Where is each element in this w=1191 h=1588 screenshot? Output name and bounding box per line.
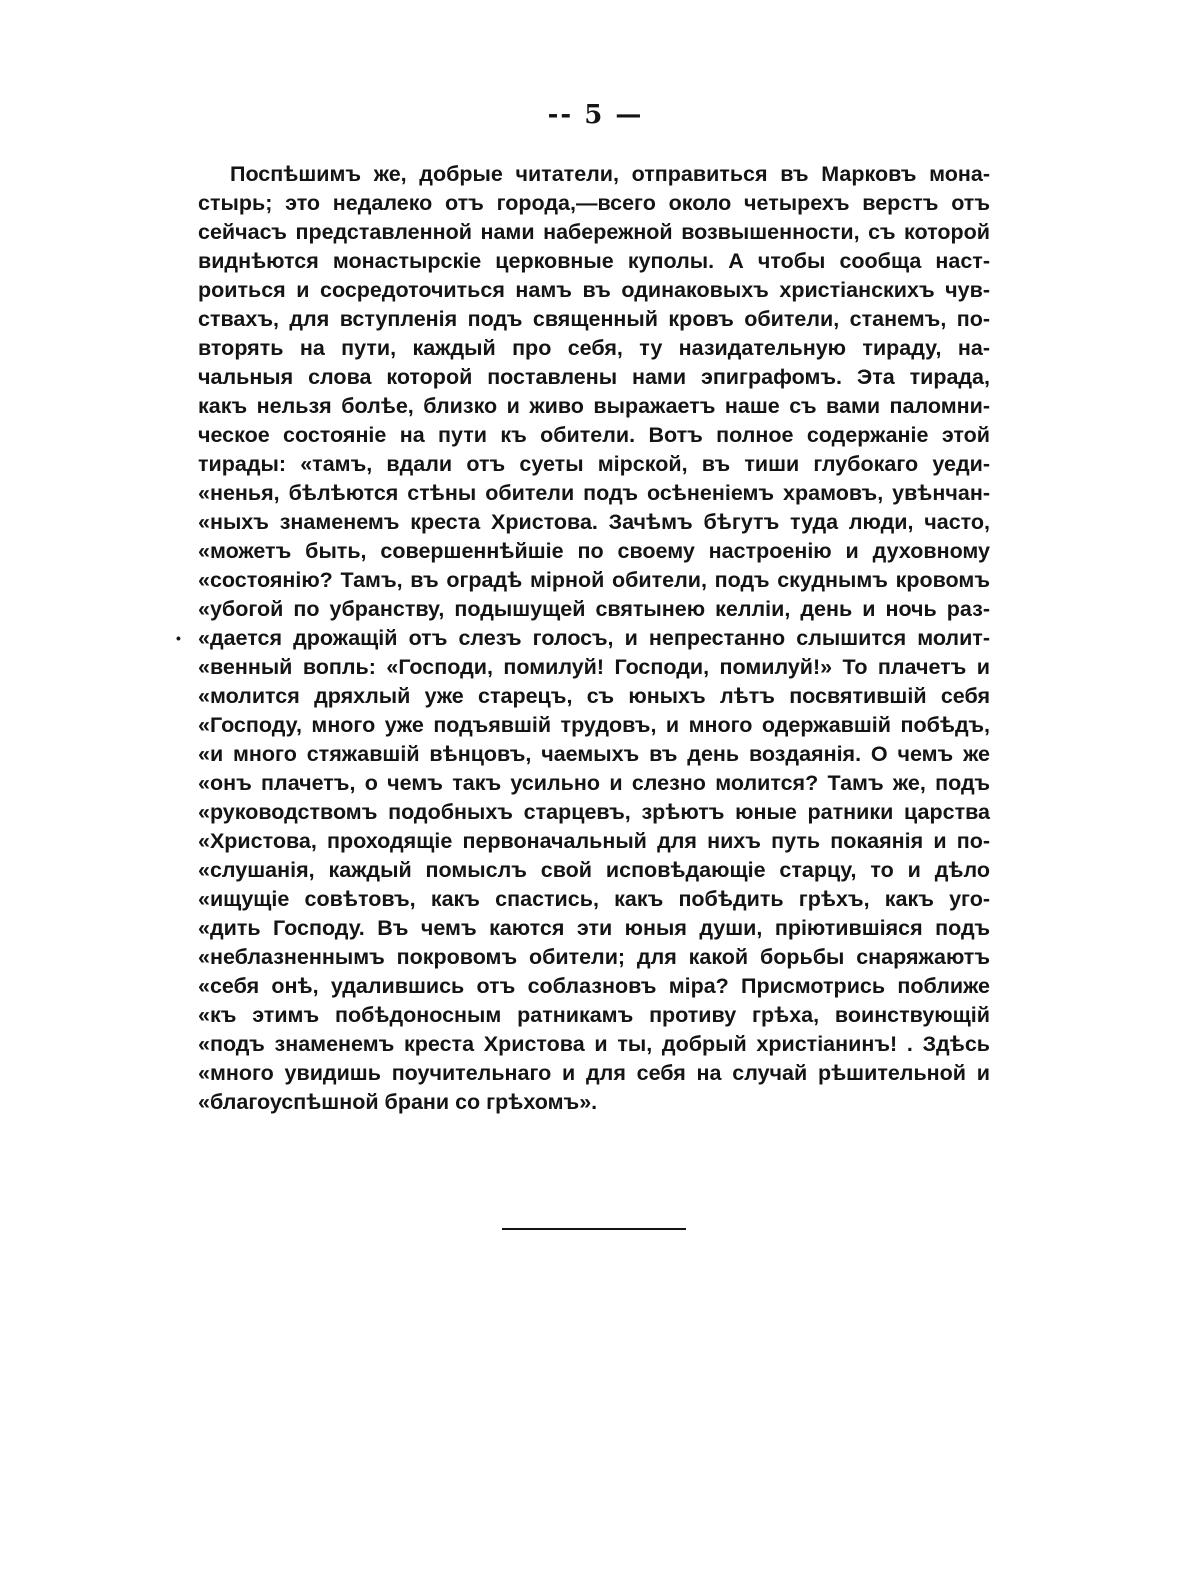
- text-line: «дить Господу. Въ чемъ каются эти юныя души, пріютившіяся подъ: [198, 916, 990, 940]
- text-line: виднѣются монастырскіе церковные куполы. А чтобы сообща наст-: [198, 249, 990, 273]
- text-line: «ныхъ знаменемъ креста Христова. Зачѣмъ бѣгутъ туда люди, часто,: [198, 510, 990, 534]
- text-line: ствахъ, для вступленія подъ священный кровъ обители, станемъ, по-: [198, 307, 990, 331]
- text-line: «и много стяжавшій вѣнцовъ, чаемыхъ въ день воздаянія. О чемъ же: [198, 742, 990, 766]
- text-line: «молится дряхлый уже старецъ, съ юныхъ лѣтъ посвятившій себя: [198, 684, 990, 708]
- text-line: «благоуспѣшной брани со грѣхомъ».: [198, 1090, 598, 1114]
- text-line: «убогой по убранству, подышущей святынею келліи, день и ночь раз-: [198, 597, 990, 621]
- text-line: «можетъ быть, совершеннѣйшіе по своему настроенію и духовному: [198, 539, 990, 563]
- text-line: вторять на пути, каждый про себя, ту назидательную тираду, на-: [198, 336, 990, 360]
- margin-mark: •: [176, 630, 181, 646]
- text-line: роиться и сосредоточиться намъ въ одинаковыхъ христіанскихъ чув-: [198, 278, 990, 302]
- text-line: тирады: «тамъ, вдали отъ суеты мірской, въ тиши глубокаго уеди-: [198, 452, 990, 476]
- text-line: «подъ знаменемъ креста Христова и ты, добрый христіанинъ! . Здѣсь: [198, 1032, 990, 1056]
- text-line: сейчасъ представленной нами набережной возвышенности, съ которой: [198, 220, 990, 244]
- text-line: стырь; это недалеко отъ города,—всего около четырехъ верстъ отъ: [198, 191, 990, 215]
- text-line: чальныя слова которой поставлены нами эпиграфомъ. Эта тирада,: [198, 365, 990, 389]
- closing-rule: [502, 1228, 686, 1230]
- text-line: «неблазненнымъ покровомъ обители; для какой борьбы снаряжаютъ: [198, 945, 990, 969]
- text-line: какъ нельзя болѣе, близко и живо выражаетъ наше съ вами паломни-: [198, 394, 990, 418]
- text-line: «ищущіе совѣтовъ, какъ спастись, какъ побѣдить грѣхъ, какъ уго-: [198, 887, 990, 911]
- text-line: «руководствомъ подобныхъ старцевъ, зрѣютъ юные ратники царства: [198, 800, 990, 824]
- text-line: «Христова, проходящіе первоначальный для нихъ путь покаянія и по-: [198, 829, 990, 853]
- text-line: Поспѣшимъ же, добрые читатели, отправиться въ Марковъ мона-: [230, 162, 990, 186]
- text-line: «Господу, много уже подъявшій трудовъ, и много одержавшій побѣдъ,: [198, 713, 990, 737]
- text-line: «къ этимъ побѣдоносным ратникамъ противу грѣха, воинствующій: [198, 1003, 990, 1027]
- text-line: «много увидишь поучительнаго и для себя на случай рѣшительной и: [198, 1061, 990, 1085]
- text-line: «слушанія, каждый помыслъ свой исповѣдающіе старцу, то и дѣло: [198, 858, 990, 882]
- text-line: «венный вопль: «Господи, помилуй! Господи, помилуй!» То плачетъ и: [198, 655, 990, 679]
- text-line: «ненья, бѣлѣются стѣны обители подъ осѣненіемъ храмовъ, увѣнчан-: [198, 481, 990, 505]
- text-line-marked: [176, 624, 990, 653]
- text-line: «себя онѣ, удалившись отъ соблазновъ міра? Присмотрись поближе: [198, 974, 990, 998]
- text-line: «состоянію? Тамъ, въ оградѣ мірной обители, подъ скуднымъ кровомъ: [198, 568, 990, 592]
- text-line: «дается дрожащій отъ слезъ голосъ, и непрестанно слышится молит-: [198, 626, 990, 650]
- body-text: [176, 160, 990, 1117]
- text-line: «онъ плачетъ, о чемъ такъ усильно и слезно молится? Тамъ же, подъ: [198, 771, 990, 795]
- page-number: -- 5 —: [547, 100, 644, 130]
- text-line: ческое состояніе на пути къ обители. Вотъ полное содержаніе этой: [198, 423, 990, 447]
